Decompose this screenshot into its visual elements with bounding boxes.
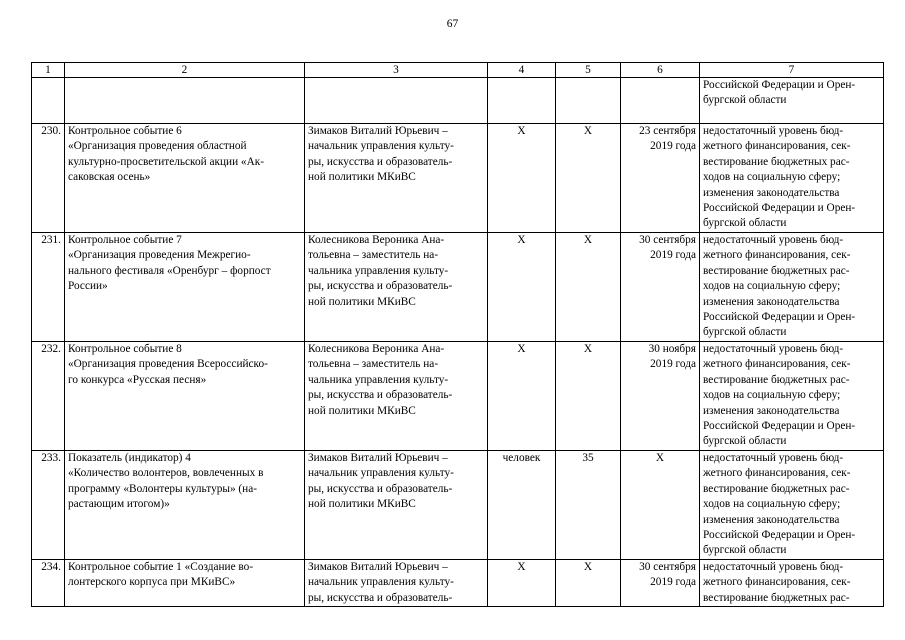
- event-text: Контрольное событие 7 «Организация проведения Межрегио- нального фестиваля «Оренбург – форпост России»: [68, 234, 271, 293]
- cell-unit: Х: [488, 233, 556, 342]
- cell-value: 35: [556, 451, 621, 560]
- page-number: 67: [446, 18, 459, 30]
- cell-empty: [621, 78, 700, 124]
- table-row: [32, 233, 884, 342]
- plan-table: [31, 62, 884, 607]
- cell-date: [621, 233, 700, 342]
- cell-risks: [700, 233, 884, 342]
- table-row-continued: [32, 78, 884, 124]
- risks-text: недостаточный уровень бюд- жетного финансирования, сек- вестирование бюджетных рас-: [703, 561, 851, 604]
- column-header: 5: [556, 63, 621, 78]
- cell-unit: Х: [488, 124, 556, 233]
- cell-responsible: [305, 342, 488, 451]
- cell-event: [65, 124, 305, 233]
- date-text: 30 сентября 2019 года: [639, 234, 696, 262]
- event-text: Контрольное событие 8 «Организация проведения Всероссийско- го конкурса «Русская песня»: [68, 343, 268, 386]
- column-header: 3: [305, 63, 488, 78]
- cell-date: [621, 560, 700, 607]
- date-text: 23 сентября 2019 года: [639, 125, 696, 153]
- responsible-text: Зимаков Виталий Юрьевич – начальник управления культу- ры, искусства и образователь- ной политики МКиВС: [308, 125, 454, 184]
- cell-value: Х: [556, 342, 621, 451]
- event-text: Контрольное событие 6 «Организация проведения областной культурно-просветительской акции «Ак- саковская осень»: [68, 125, 264, 184]
- cell-value: Х: [556, 233, 621, 342]
- cell-empty: [305, 78, 488, 124]
- cell-responsible: [305, 451, 488, 560]
- cell-event: [65, 342, 305, 451]
- row-number: 231.: [32, 233, 65, 342]
- cell-empty: [32, 78, 65, 124]
- column-header: 7: [700, 63, 884, 78]
- table-row: [32, 342, 884, 451]
- column-header: 4: [488, 63, 556, 78]
- responsible-text: Зимаков Виталий Юрьевич – начальник управления культу- ры, искусства и образователь-: [308, 561, 454, 604]
- column-header: 2: [65, 63, 305, 78]
- cell-empty: [556, 78, 621, 124]
- date-text: 30 сентября 2019 года: [639, 561, 696, 589]
- cell-date: [621, 124, 700, 233]
- event-text: Показатель (индикатор) 4 «Количество волонтеров, вовлеченных в программу «Волонтеры культуры» (на- растающим итогом)»: [68, 452, 264, 511]
- row-number: 230.: [32, 124, 65, 233]
- risks-text: недостаточный уровень бюд- жетного финансирования, сек- вестирование бюджетных рас- ходов на социальную сферу; изменения законодательства Российской Федерации и Орен- бургской области: [703, 452, 856, 557]
- risks-text: недостаточный уровень бюд- жетного финансирования, сек- вестирование бюджетных рас- ходов на социальную сферу; изменения законодательства Российской Федерации и Орен- бургской области: [703, 234, 856, 339]
- cell-risks: [700, 124, 884, 233]
- risks-text: Российской Федерации и Орен- бургской области: [703, 79, 856, 107]
- cell-date: [621, 342, 700, 451]
- cell-responsible: [305, 124, 488, 233]
- risks-text: недостаточный уровень бюд- жетного финансирования, сек- вестирование бюджетных рас- ходов на социальную сферу; изменения законодательства Российской Федерации и Орен- бургской области: [703, 125, 856, 230]
- cell-event: [65, 233, 305, 342]
- cell-event: [65, 560, 305, 607]
- table-row: [32, 560, 884, 607]
- event-text: Контрольное событие 1 «Создание во- лонтерского корпуса при МКиВС»: [68, 561, 254, 589]
- responsible-text: Зимаков Виталий Юрьевич – начальник управления культу- ры, искусства и образователь- ной политики МКиВС: [308, 452, 454, 511]
- cell-unit: Х: [488, 560, 556, 607]
- cell-value: Х: [556, 124, 621, 233]
- cell-responsible: [305, 233, 488, 342]
- cell-value: Х: [556, 560, 621, 607]
- row-number: 233.: [32, 451, 65, 560]
- cell-event: [65, 451, 305, 560]
- cell-unit: человек: [488, 451, 556, 560]
- cell-date: [621, 451, 700, 560]
- responsible-text: Колесникова Вероника Ана- тольевна – заместитель на- чальника управления культу- ры, искусства и образователь- ной политики МКиВС: [308, 343, 453, 417]
- cell-risks: [700, 78, 884, 124]
- cell-risks: [700, 451, 884, 560]
- header-row: [32, 63, 884, 78]
- column-header: 1: [32, 63, 65, 78]
- cell-empty: [488, 78, 556, 124]
- responsible-text: Колесникова Вероника Ана- тольевна – заместитель на- чальника управления культу- ры, искусства и образователь- ной политики МКиВС: [308, 234, 453, 308]
- cell-responsible: [305, 560, 488, 607]
- row-number: 234.: [32, 560, 65, 607]
- cell-risks: [700, 342, 884, 451]
- row-number: 232.: [32, 342, 65, 451]
- cell-risks: [700, 560, 884, 607]
- risks-text: недостаточный уровень бюд- жетного финансирования, сек- вестирование бюджетных рас- ходов на социальную сферу; изменения законодательства Российской Федерации и Орен- бургской области: [703, 343, 856, 448]
- date-text: Х: [655, 452, 665, 464]
- table-row: [32, 124, 884, 233]
- date-text: 30 ноября 2019 года: [648, 343, 696, 371]
- table-row: [32, 451, 884, 560]
- column-header: 6: [621, 63, 700, 78]
- cell-unit: Х: [488, 342, 556, 451]
- cell-empty: [65, 78, 305, 124]
